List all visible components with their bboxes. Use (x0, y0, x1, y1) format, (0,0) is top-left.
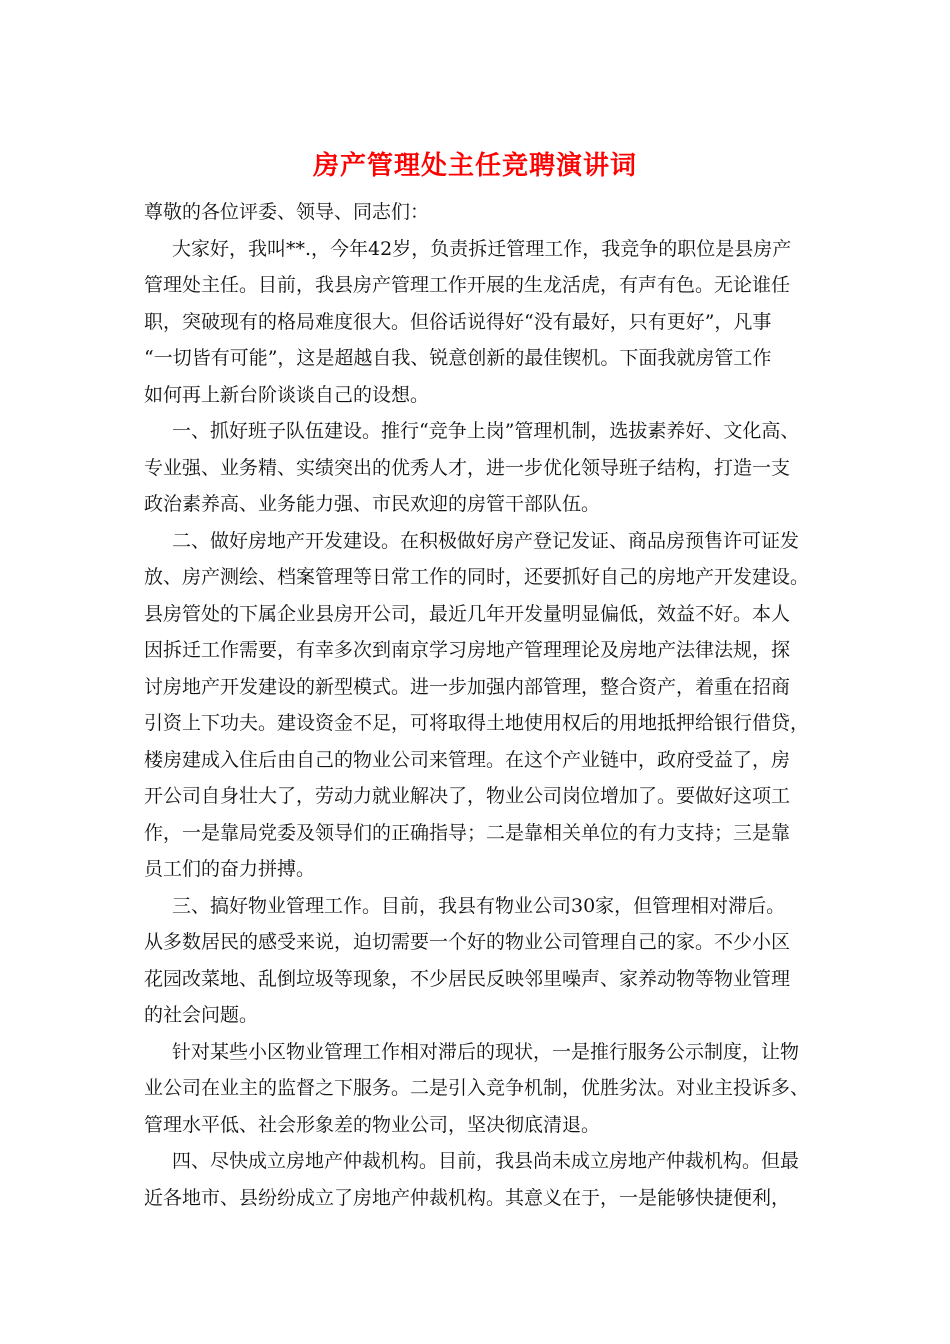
body-line: 近各地市、县纷纷成立了房地产仲裁机构。其意义在于，一是能够快捷便利， (144, 1186, 791, 1209)
body-line: 讨房地产开发建设的新型模式。进一步加强内部管理，整合资产，着重在招商 (144, 675, 791, 698)
body-line: “一切皆有可能”，这是超越自我、锐意创新的最佳锲机。下面我就房管工作 (144, 347, 772, 369)
body-line: 引资上下功夫。建设资金不足，可将取得土地使用权后的用地抵押给银行借贷， (144, 712, 810, 734)
body-line: 开公司自身壮大了，劳动力就业解决了，物业公司岗位增加了。要做好这项工 (144, 785, 791, 807)
body-line: 的社会问题。 (144, 1004, 259, 1026)
body-line: 楼房建成入住后由自己的物业公司来管理。在这个产业链中，政府受益了，房 (144, 748, 791, 771)
body-line: 大家好，我叫**.，今年42岁，负责拆迁管理工作，我竞争的职位是县房产 (172, 237, 792, 260)
body-line: 如何再上新台阶谈谈自己的设想。 (144, 383, 430, 406)
body-line: 县房管处的下属企业县房开公司，最近几年开发量明显偏低，效益不好。本人 (144, 602, 791, 625)
body-line: 三、搞好物业管理工作。目前，我县有物业公司30家，但管理相对滞后。 (172, 894, 786, 917)
body-line: 针对某些小区物业管理工作相对滞后的现状，一是推行服务公示制度，让物 (172, 1040, 800, 1063)
body-line: 业公司在业主的监督之下服务。二是引入竞争机制，优胜劣汰。对业主投诉多、 (144, 1077, 810, 1099)
body-line: 作，一是靠局党委及领导们的正确指导；二是靠相关单位的有力支持；三是靠 (144, 821, 791, 844)
body-line: 四、尽快成立房地产仲裁机构。目前，我县尚未成立房地产仲裁机构。但最 (172, 1150, 800, 1172)
body-line: 专业强、业务精、实绩突出的优秀人才，进一步优化领导班子结构，打造一支 (144, 456, 791, 479)
body-line: 管理处主任。目前，我县房产管理工作开展的生龙活虎，有声有色。无论谁任 (144, 274, 791, 296)
body-line: 政治素养高、业务能力强、市民欢迎的房管干部队伍。 (144, 493, 601, 515)
body-line: 二、做好房地产开发建设。在积极做好房产登记发证、商品房预售许可证发 (172, 529, 800, 552)
body-line: 因拆迁工作需要，有幸多次到南京学习房地产管理理论及房地产法律法规，探 (144, 639, 791, 661)
document-body (144, 194, 816, 1216)
document-title: 房产管理处主任竞聘演讲词 (312, 151, 637, 181)
body-line: 职，突破现有的格局难度很大。但俗话说得好“没有最好，只有更好”，凡事 (144, 310, 772, 333)
body-line: 员工们的奋力拼搏。 (144, 858, 316, 880)
body-line: 放、房产测绘、档案管理等日常工作的同时，还要抓好自己的房地产开发建设。 (144, 566, 810, 588)
body-line: 一、抓好班子队伍建设。推行“竞争上岗”管理机制，选拔素养好、文化高、 (172, 420, 800, 442)
body-line: 尊敬的各位评委、领导、同志们： (144, 201, 430, 223)
body-line: 花园改菜地、乱倒垃圾等现象，不少居民反映邻里噪声、家养动物等物业管理 (144, 967, 791, 990)
body-line: 管理水平低、社会形象差的物业公司，坚决彻底清退。 (144, 1113, 601, 1136)
body-line: 从多数居民的感受来说，迫切需要一个好的物业公司管理自己的家。不少小区 (144, 931, 791, 953)
